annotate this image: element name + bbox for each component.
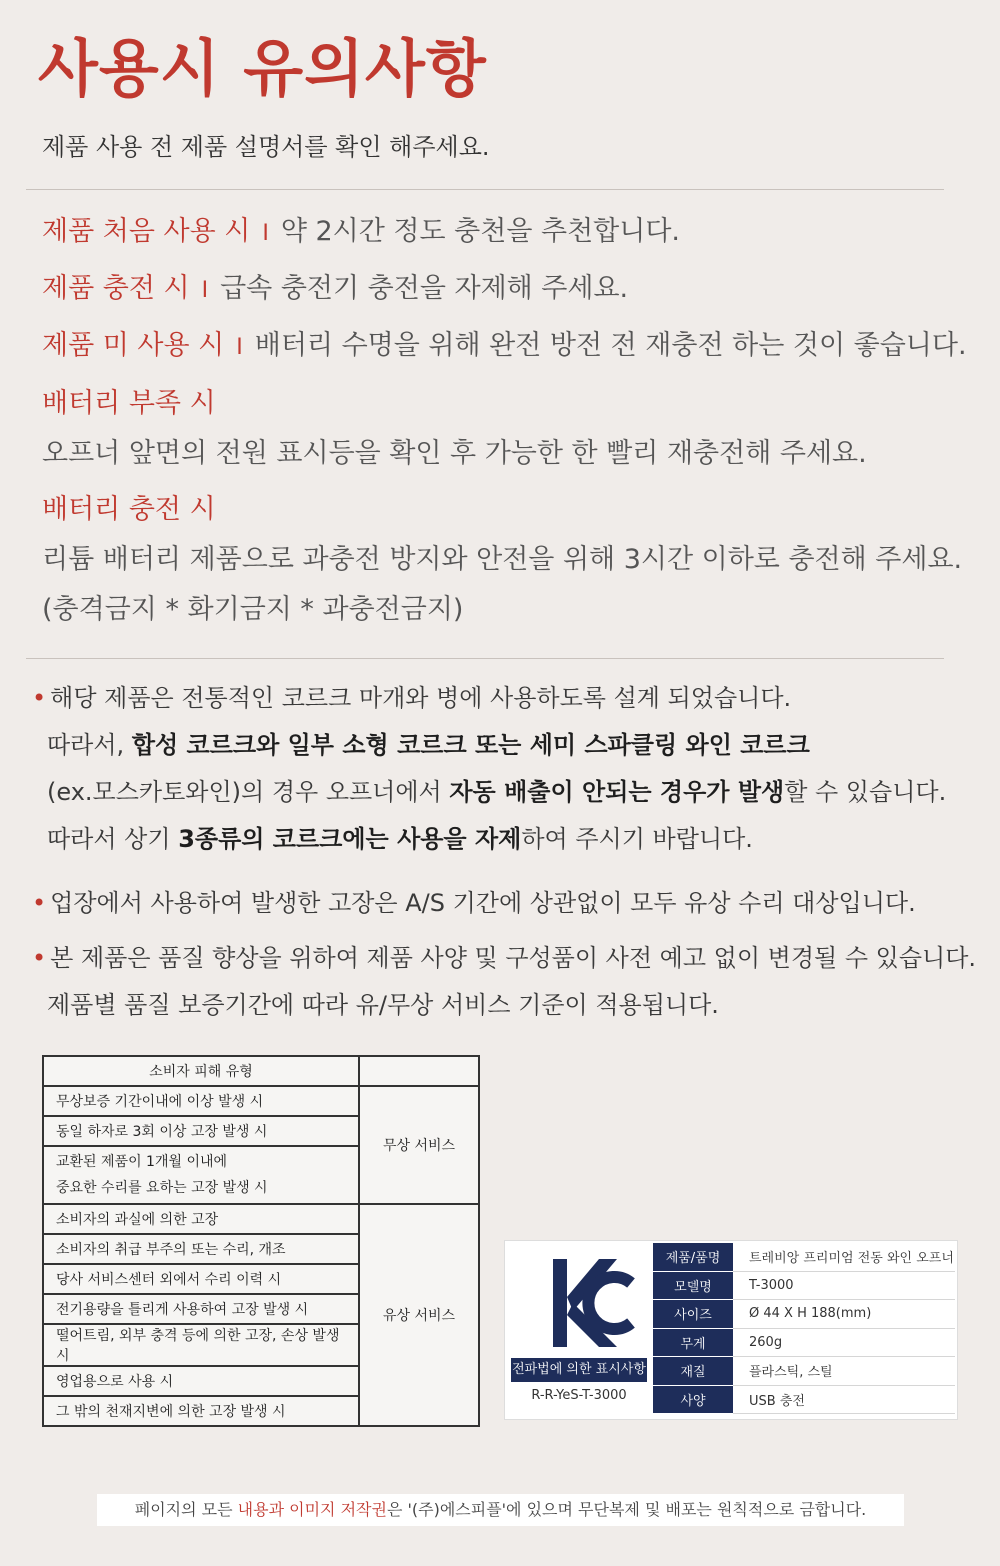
note-emphasis: 3종류의 코르크에는 사용을 자제 — [178, 825, 522, 853]
instruction-battery-charging — [42, 490, 962, 630]
separator: I — [262, 221, 269, 246]
note-text: 해당 제품은 전통적인 코르크 마개와 병에 사용하도록 설계 되었습니다. — [50, 684, 792, 712]
instruction-label: 제품 미 사용 시 — [42, 330, 225, 361]
kc-certification-code: R-R-YeS-T-3000 — [531, 1388, 627, 1403]
bullet-icon: • — [32, 944, 47, 972]
instruction-label: 제품 충전 시 — [42, 273, 190, 304]
instruction-text: 리튬 배터리 제품으로 과충전 방지와 안전을 위해 3시간 이하로 충전해 주세요. — [42, 544, 963, 575]
table-row: 소비자의 과실에 의한 고장 유상 서비스 — [43, 1204, 479, 1234]
table-row: 동일 하자로 3회 이상 고장 발생 시 — [43, 1116, 479, 1146]
spec-row: 무게 260g — [653, 1328, 955, 1357]
table-row: 그 밖의 천재지변에 의한 고장 발생 시 — [43, 1396, 479, 1426]
note-text: 업장에서 사용하여 발생한 고장은 A/S 기간에 상관없이 모두 유상 수리 대상입니다. — [50, 889, 916, 917]
free-service-cell: 무상 서비스 — [359, 1086, 479, 1204]
divider — [26, 658, 944, 659]
instruction-text: 급속 충전기 충전을 자제해 주세요. — [220, 273, 629, 304]
instruction-text: 오프너 앞면의 전원 표시등을 확인 후 가능한 한 빨리 재충전해 주세요. — [42, 438, 867, 469]
separator: I — [236, 335, 243, 360]
table-row: 소비자의 취급 부주의 또는 수리, 개조 — [43, 1234, 479, 1264]
divider — [26, 189, 944, 190]
note-cork: • 해당 제품은 전통적인 코르크 마개와 병에 사용하도록 설계 되었습니다. 따라서, 합성 코르크와 일부 소형 코르크 또는 세미 스파클링 와인 코르크 (ex.모스카토와인)의 경우 오프너에서 자동 배출이 안되는 경우가 발생할 수 있습니다. 따라서 상기 3종류의 코르크에는 사용을 자제하여 주시기 바랍니다. — [32, 684, 947, 853]
table-row: 무상보증 기간이내에 이상 발생 시 무상 서비스 — [43, 1086, 479, 1116]
kc-spec-table — [653, 1243, 955, 1414]
note-spec-change — [32, 935, 976, 1029]
table-row: 영업용으로 사용 시 — [43, 1366, 479, 1396]
kc-label: 전파법에 의한 표시사항 — [511, 1358, 647, 1382]
instruction-label: 배터리 부족 시 — [42, 388, 216, 419]
kc-certification-box — [504, 1240, 958, 1420]
instruction-warning: (충격금지 * 화기금지 * 과충전금지) — [42, 594, 464, 625]
paid-service-cell: 유상 서비스 — [359, 1204, 479, 1426]
copyright-footer: 페이지의 모든 내용과 이미지 저작권은 '(주)에스피플'에 있으며 무단복제 및 배포는 원칙적으로 금합니다. — [97, 1494, 904, 1526]
table-header-empty — [359, 1056, 479, 1086]
table-row: 당사 서비스센터 외에서 수리 이력 시 — [43, 1264, 479, 1294]
bullet-icon: • — [32, 684, 47, 712]
note-emphasis: 합성 코르크와 일부 소형 코르크 또는 세미 스파클링 와인 코르크 — [131, 731, 810, 759]
spec-row: 제품/품명 트레비앙 프리미엄 전동 와인 오프너 — [653, 1243, 955, 1271]
note-emphasis: 자동 배출이 안되는 경우가 발생 — [449, 778, 785, 806]
kc-logo-icon — [547, 1253, 637, 1353]
instruction-text: 약 2시간 정도 충천을 추천합니다. — [280, 216, 680, 247]
note-text: 본 제품은 품질 향상을 위하여 제품 사양 및 구성품이 사전 예고 없이 변경될 수 있습니다. — [50, 944, 977, 972]
spec-row: 재질 플라스틱, 스틸 — [653, 1357, 955, 1386]
spec-row: 사양 USB 충전 — [653, 1385, 955, 1414]
instruction-low-battery — [42, 384, 867, 474]
instruction-label: 제품 처음 사용 시 — [42, 216, 251, 247]
bullet-icon: • — [32, 889, 47, 917]
instruction-label: 배터리 충전 시 — [42, 494, 216, 525]
instruction-first-use — [42, 212, 680, 254]
separator: I — [201, 278, 209, 303]
page-title: 사용시 유의사항 — [38, 32, 487, 105]
table-row: 전기용량을 틀리게 사용하여 고장 발생 시 — [43, 1294, 479, 1324]
instruction-text: 배터리 수명을 위해 완전 방전 전 재충전 하는 것이 좋습니다. — [254, 330, 967, 361]
note-text: 제품별 품질 보증기간에 따라 유/무상 서비스 기준이 적용됩니다. — [47, 991, 719, 1019]
copyright-emphasis: 내용과 이미지 저작권 — [237, 1500, 387, 1519]
spec-row: 모델명 T-3000 — [653, 1271, 955, 1300]
spec-row: 사이즈 Ø 44 X H 188(mm) — [653, 1300, 955, 1329]
table-row: 교환된 제품이 1개월 이내에 중요한 수리를 요하는 고장 발생 시 — [43, 1146, 479, 1204]
table-row: 떨어트림, 외부 충격 등에 의한 고장, 손상 발생 시 — [43, 1324, 479, 1366]
instruction-unused — [42, 326, 967, 368]
note-business-use — [32, 880, 916, 927]
table-header: 소비자 피해 유형 — [43, 1056, 359, 1086]
table-header-row — [43, 1056, 479, 1086]
page-subtitle: 제품 사용 전 제품 설명서를 확인 해주세요. — [42, 133, 490, 161]
consumer-damage-table — [42, 1055, 480, 1427]
instruction-charging — [42, 269, 628, 311]
